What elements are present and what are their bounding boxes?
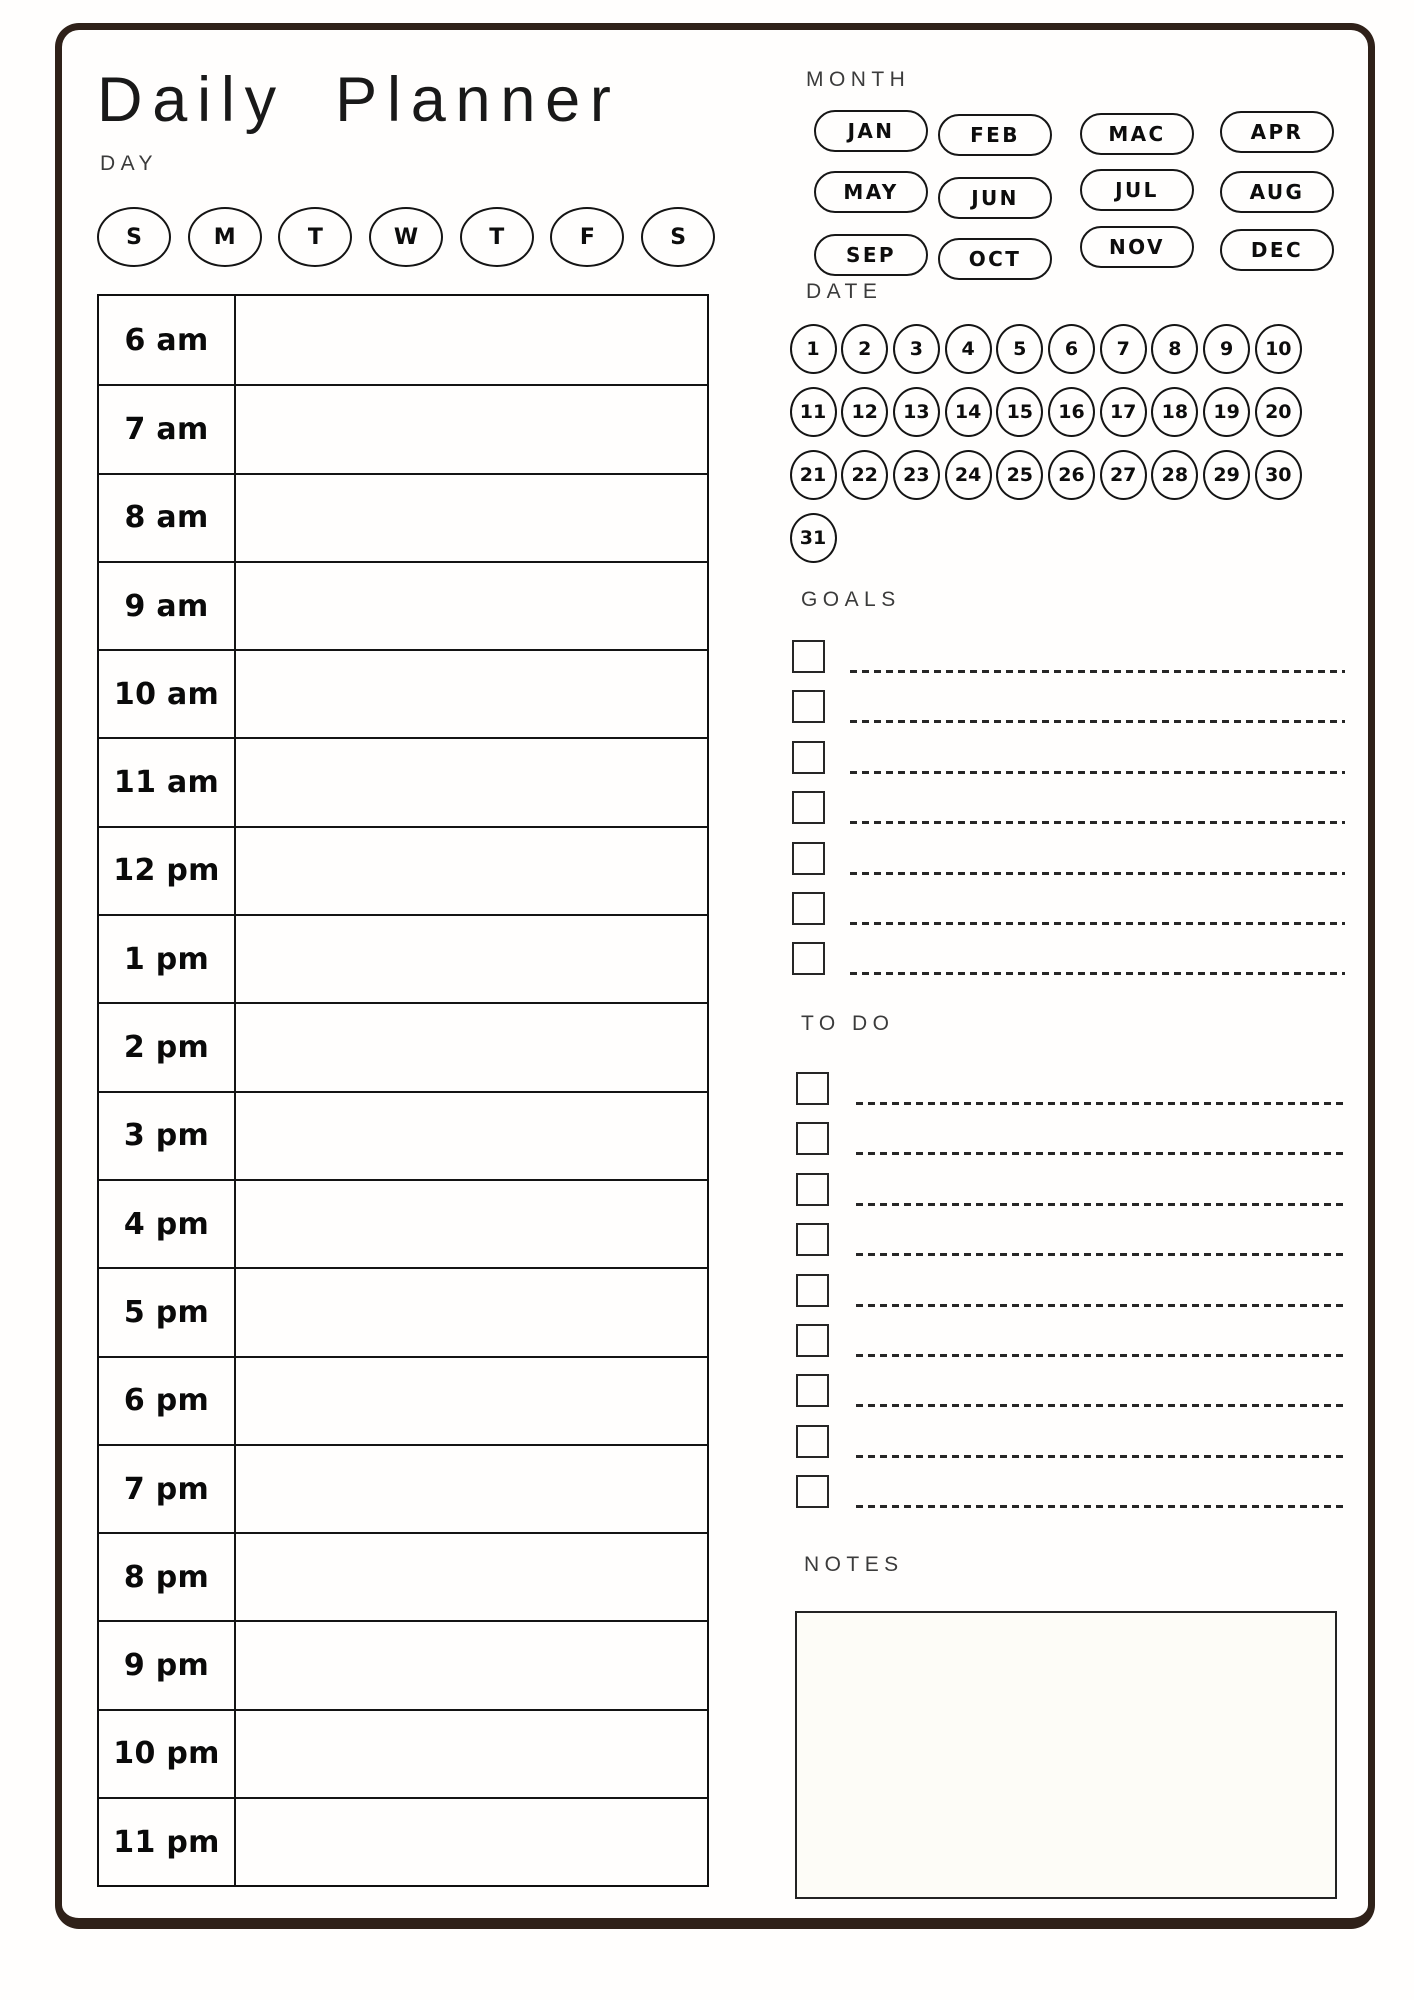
month-pill-aug[interactable]: AUG [1220,171,1334,213]
goal-checkbox-4[interactable] [792,842,825,875]
date-circle-25[interactable]: 25 [996,450,1043,500]
schedule-entry-cell-11[interactable] [236,1269,707,1355]
schedule-entry-cell-6[interactable] [236,828,707,914]
goal-checkbox-5[interactable] [792,892,825,925]
schedule-row-15 [99,1620,707,1708]
goal-write-line-2[interactable] [850,771,1345,774]
date-circle-10[interactable]: 10 [1255,324,1302,374]
schedule-entry-cell-14[interactable] [236,1534,707,1620]
date-circle-18[interactable]: 18 [1151,387,1198,437]
todo-checkbox-3[interactable] [796,1223,829,1256]
todo-checkbox-4[interactable] [796,1274,829,1307]
todo-write-line-4[interactable] [856,1304,1346,1307]
time-label-14: 8 pm [99,1534,236,1620]
time-label-13: 7 pm [99,1446,236,1532]
schedule-entry-cell-2[interactable] [236,475,707,561]
schedule-row-5 [99,737,707,825]
date-circle-14[interactable]: 14 [945,387,992,437]
time-label-15: 9 pm [99,1622,236,1708]
goal-checkbox-1[interactable] [792,690,825,723]
schedule-entry-cell-8[interactable] [236,1004,707,1090]
date-circle-13[interactable]: 13 [893,387,940,437]
date-circle-12[interactable]: 12 [841,387,888,437]
schedule-entry-cell-3[interactable] [236,563,707,649]
page-title: Daily Planner [97,65,621,135]
day-oval-1[interactable]: M [188,207,262,267]
date-circle-11[interactable]: 11 [790,387,837,437]
month-section-label: MONTH [806,68,911,91]
todo-checkbox-1[interactable] [796,1122,829,1155]
schedule-row-6 [99,826,707,914]
date-circle-9[interactable]: 9 [1203,324,1250,374]
schedule-row-2 [99,473,707,561]
date-circle-29[interactable]: 29 [1203,450,1250,500]
schedule-entry-cell-15[interactable] [236,1622,707,1708]
date-circle-19[interactable]: 19 [1203,387,1250,437]
month-pill-oct[interactable]: OCT [938,238,1052,280]
goal-write-line-4[interactable] [850,872,1345,875]
goals-section-label: GOALS [801,588,901,611]
goal-checkbox-2[interactable] [792,741,825,774]
goal-write-line-5[interactable] [850,922,1345,925]
day-oval-4[interactable]: T [460,207,534,267]
goal-write-line-6[interactable] [850,972,1345,975]
date-circle-31[interactable]: 31 [790,513,837,563]
schedule-row-17 [99,1797,707,1885]
date-circle-28[interactable]: 28 [1151,450,1198,500]
date-circle-16[interactable]: 16 [1048,387,1095,437]
date-circle-22[interactable]: 22 [841,450,888,500]
todo-write-line-2[interactable] [856,1203,1346,1206]
schedule-row-7 [99,914,707,1002]
date-circle-27[interactable]: 27 [1100,450,1147,500]
todo-checkbox-0[interactable] [796,1072,829,1105]
date-circle-23[interactable]: 23 [893,450,940,500]
time-label-10: 4 pm [99,1181,236,1267]
day-of-week-row [97,207,715,267]
schedule-row-9 [99,1091,707,1179]
schedule-entry-cell-16[interactable] [236,1711,707,1797]
date-circle-4[interactable]: 4 [945,324,992,374]
time-label-1: 7 am [99,386,236,472]
schedule-entry-cell-9[interactable] [236,1093,707,1179]
schedule-table [97,294,709,1887]
time-label-5: 11 am [99,739,236,825]
todo-checkbox-7[interactable] [796,1425,829,1458]
month-pill-jun[interactable]: JUN [938,177,1052,219]
day-oval-2[interactable]: T [278,207,352,267]
schedule-entry-cell-0[interactable] [236,296,707,384]
todo-checkbox-2[interactable] [796,1173,829,1206]
todo-write-line-3[interactable] [856,1253,1346,1256]
time-label-2: 8 am [99,475,236,561]
month-pill-jan[interactable]: JAN [814,110,928,152]
month-pill-nov[interactable]: NOV [1080,226,1194,268]
todo-write-line-1[interactable] [856,1152,1346,1155]
goal-write-line-3[interactable] [850,821,1345,824]
schedule-row-3 [99,561,707,649]
date-circle-21[interactable]: 21 [790,450,837,500]
date-circle-1[interactable]: 1 [790,324,837,374]
time-label-11: 5 pm [99,1269,236,1355]
todo-checkbox-5[interactable] [796,1324,829,1357]
date-circle-3[interactable]: 3 [893,324,940,374]
date-circle-24[interactable]: 24 [945,450,992,500]
schedule-entry-cell-7[interactable] [236,916,707,1002]
month-pill-may[interactable]: MAY [814,171,928,213]
day-oval-0[interactable]: S [97,207,171,267]
todo-checkbox-8[interactable] [796,1475,829,1508]
goal-checkbox-0[interactable] [792,640,825,673]
schedule-row-14 [99,1532,707,1620]
date-circle-15[interactable]: 15 [996,387,1043,437]
schedule-row-16 [99,1709,707,1797]
month-pill-sep[interactable]: SEP [814,234,928,276]
month-pill-dec[interactable]: DEC [1220,229,1334,271]
time-label-3: 9 am [99,563,236,649]
time-label-17: 11 pm [99,1799,236,1885]
todo-write-line-8[interactable] [856,1505,1346,1508]
date-circle-30[interactable]: 30 [1255,450,1302,500]
date-circle-26[interactable]: 26 [1048,450,1095,500]
notes-box[interactable] [795,1611,1337,1899]
date-section-label: DATE [806,280,883,303]
date-circle-2[interactable]: 2 [841,324,888,374]
todo-write-line-6[interactable] [856,1404,1346,1407]
date-circle-5[interactable]: 5 [996,324,1043,374]
time-label-6: 12 pm [99,828,236,914]
schedule-row-13 [99,1444,707,1532]
date-circle-17[interactable]: 17 [1100,387,1147,437]
notes-section-label: NOTES [804,1553,904,1576]
schedule-entry-cell-4[interactable] [236,651,707,737]
goal-write-line-1[interactable] [850,720,1345,723]
schedule-row-0 [99,296,707,384]
time-label-8: 2 pm [99,1004,236,1090]
time-label-0: 6 am [99,296,236,384]
time-label-12: 6 pm [99,1358,236,1444]
schedule-entry-cell-12[interactable] [236,1358,707,1444]
time-label-9: 3 pm [99,1093,236,1179]
date-circle-8[interactable]: 8 [1151,324,1198,374]
schedule-row-1 [99,384,707,472]
date-circle-6[interactable]: 6 [1048,324,1095,374]
month-pill-feb[interactable]: FEB [938,114,1052,156]
schedule-entry-cell-13[interactable] [236,1446,707,1532]
time-label-7: 1 pm [99,916,236,1002]
schedule-row-12 [99,1356,707,1444]
todo-write-line-5[interactable] [856,1354,1346,1357]
day-oval-6[interactable]: S [641,207,715,267]
day-oval-5[interactable]: F [550,207,624,267]
month-pill-apr[interactable]: APR [1220,111,1334,153]
goal-write-line-0[interactable] [850,670,1345,673]
schedule-entry-cell-10[interactable] [236,1181,707,1267]
todo-section-label: TO DO [801,1012,895,1035]
schedule-row-8 [99,1002,707,1090]
time-label-4: 10 am [99,651,236,737]
goal-checkbox-6[interactable] [792,942,825,975]
schedule-row-11 [99,1267,707,1355]
month-pill-jul[interactable]: JUL [1080,169,1194,211]
date-circle-7[interactable]: 7 [1100,324,1147,374]
month-pill-mac[interactable]: MAC [1080,113,1194,155]
time-label-16: 10 pm [99,1711,236,1797]
todo-write-line-0[interactable] [856,1102,1346,1105]
schedule-entry-cell-5[interactable] [236,739,707,825]
schedule-row-4 [99,649,707,737]
todo-write-line-7[interactable] [856,1455,1346,1458]
todo-checkbox-6[interactable] [796,1374,829,1407]
schedule-entry-cell-17[interactable] [236,1799,707,1885]
day-section-label: DAY [100,152,159,175]
day-oval-3[interactable]: W [369,207,443,267]
schedule-entry-cell-1[interactable] [236,386,707,472]
schedule-row-10 [99,1179,707,1267]
date-circle-20[interactable]: 20 [1255,387,1302,437]
goal-checkbox-3[interactable] [792,791,825,824]
